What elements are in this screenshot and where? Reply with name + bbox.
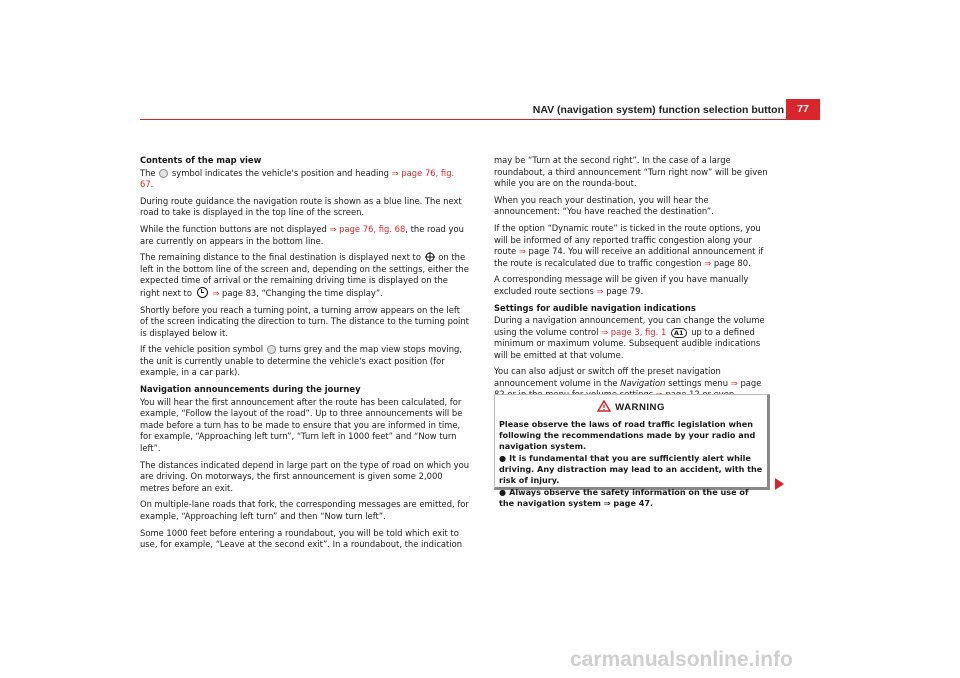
text: page 74. You will receive an additional announcement if the route is recalculated due to traffic congestion <box>494 246 764 268</box>
paragraph <box>494 223 770 269</box>
section-heading-map-view: Contents of the map view <box>140 155 262 165</box>
watermark: carmanualsonline.info <box>570 648 793 671</box>
paragraph <box>140 344 470 379</box>
warning-triangle-icon <box>597 400 611 412</box>
paragraph <box>140 252 470 299</box>
paragraph: When you reach your destination, you will hear the announcement: “You have reached the destination”. <box>494 194 714 217</box>
next-page-arrow-icon <box>775 478 784 490</box>
arrow-icon: ⇒ <box>518 246 526 257</box>
page-number: 77 <box>797 103 809 115</box>
text: settings menu <box>668 377 729 388</box>
text: up to a defined minimum or maximum volume. Subsequent audible indications will be emitted at that volume. <box>494 326 761 360</box>
text: symbol indicates the vehicle's position and heading <box>171 167 389 178</box>
paragraph: You will hear the first announcement after the route has been calculated, for example, “Follow the layout of the road”. Up to three announcements will be made before a turn has to be made to ensure that you are informed in time, for example, “Approaching left turn”, “Turn left in 1000 feet” and “Now turn left”. <box>140 396 463 453</box>
text: While the function buttons are not displayed <box>140 224 327 235</box>
paragraph: During route guidance the navigation route is shown as a blue line. The next road to take is displayed in the top line of the screen. <box>140 195 462 218</box>
paragraph <box>140 168 470 191</box>
text: If the vehicle position symbol <box>140 344 264 355</box>
arrow-icon: ⇒ <box>596 285 604 296</box>
left-column <box>140 155 470 556</box>
cross-reference-link[interactable]: page 3, fig. 1 <box>610 326 667 337</box>
warning-list-item <box>499 453 763 486</box>
text: page 80. <box>713 257 751 268</box>
vehicle-position-icon <box>159 169 168 178</box>
paragraph: may be “Turn at the second right”. In the case of a large roundabout, a third announcement “Turn right now” will be given while you are on the rounda-bout. <box>494 155 768 188</box>
text: The remaining distance to the final destination is displayed next to <box>140 252 421 263</box>
arrow-icon: ⇒ <box>329 224 337 235</box>
text: page 47. <box>613 498 654 508</box>
cross-reference-link[interactable]: page 76, fig. 67 <box>140 167 455 189</box>
header-rule <box>140 119 820 120</box>
menu-name: Navigation <box>620 377 666 388</box>
text: If the option “Dynamic route” is ticked in the route options, you will be informed of any reported traffic congestion along your route <box>494 223 761 257</box>
paragraph <box>140 224 470 247</box>
page-header-title: NAV (navigation system) function selection button <box>532 104 784 116</box>
bullet-icon: ● <box>499 453 507 463</box>
warning-heading <box>499 400 763 413</box>
text: page <box>740 377 762 388</box>
section-heading-audible-settings: Settings for audible navigation indications <box>494 302 696 313</box>
arrow-icon: ⇒ <box>730 377 738 388</box>
destination-flag-icon <box>425 252 435 262</box>
paragraph: Shortly before you reach a turning point, a turning arrow appears on the left of the screen indicating the direction to turn. The distance to the turning point is displayed below it. <box>140 304 469 338</box>
page-number-box <box>786 99 820 119</box>
paragraph <box>494 315 770 361</box>
right-column <box>494 155 770 418</box>
text: The <box>140 167 156 178</box>
text: A corresponding message will be given if you have manually excluded route sections <box>494 274 749 296</box>
arrow-icon: ⇒ <box>601 326 609 337</box>
warning-title: WARNING <box>615 402 665 413</box>
clock-icon <box>197 287 208 298</box>
text: Always observe the safety information on the use of the navigation system <box>499 487 749 508</box>
bullet-icon: ● <box>499 487 507 497</box>
arrow-icon: ⇒ <box>603 498 611 508</box>
text: You can also adjust or switch off the preset navigation announcement volume in the <box>494 366 721 388</box>
arrow-icon: ⇒ <box>391 167 399 178</box>
cross-reference-link[interactable]: page 76, fig. 68 <box>339 224 406 235</box>
paragraph: On multiple-lane roads that fork, the corresponding messages are emitted, for example, “Approaching left turn” and then “Now turn left”. <box>140 499 469 521</box>
paragraph: The distances indicated depend in large part on the type of road on which you are driving. On motorways, the first announcement is given some 2,000 metres before an exit. <box>140 459 470 493</box>
text: . <box>150 179 154 189</box>
text: , the road you are currently on appears in the bottom line. <box>140 224 464 246</box>
text: During a navigation announcement, you can change the volume using the volume control <box>494 315 765 337</box>
paragraph <box>494 274 770 297</box>
text: page 79. <box>606 285 644 296</box>
paragraph: Some 1000 feet before entering a roundabout, you will be told which exit to use, for example, “Leave at the second exit”. In a roundabout, the indication <box>140 527 463 550</box>
text: page 83, “Changing the time display”. <box>222 287 383 298</box>
warning-text: Please observe the laws of road traffic legislation when following the recommendations made by your radio and navigation system. <box>499 419 756 451</box>
text: It is fundamental that you are sufficiently alert while driving. Any distraction may lead to an accident, with the risk of injury. <box>499 453 763 485</box>
arrow-icon: ⇒ <box>212 287 220 298</box>
warning-list-item <box>499 487 763 509</box>
text: on the left in the bottom line of the screen and, depending on the settings, either the expected time of arrival or the remaining driving time is displayed on the right next to <box>140 252 469 298</box>
callout-badge: A1 <box>671 328 687 338</box>
vehicle-position-icon <box>267 345 276 354</box>
arrow-icon: ⇒ <box>704 257 712 268</box>
warning-box <box>494 394 770 508</box>
text: turns grey and the map view stops moving, the unit is currently unable to determine the vehicle's exact position (for example, in a car park). <box>140 344 462 378</box>
section-heading-announcements: Navigation announcements during the journey <box>140 384 361 395</box>
